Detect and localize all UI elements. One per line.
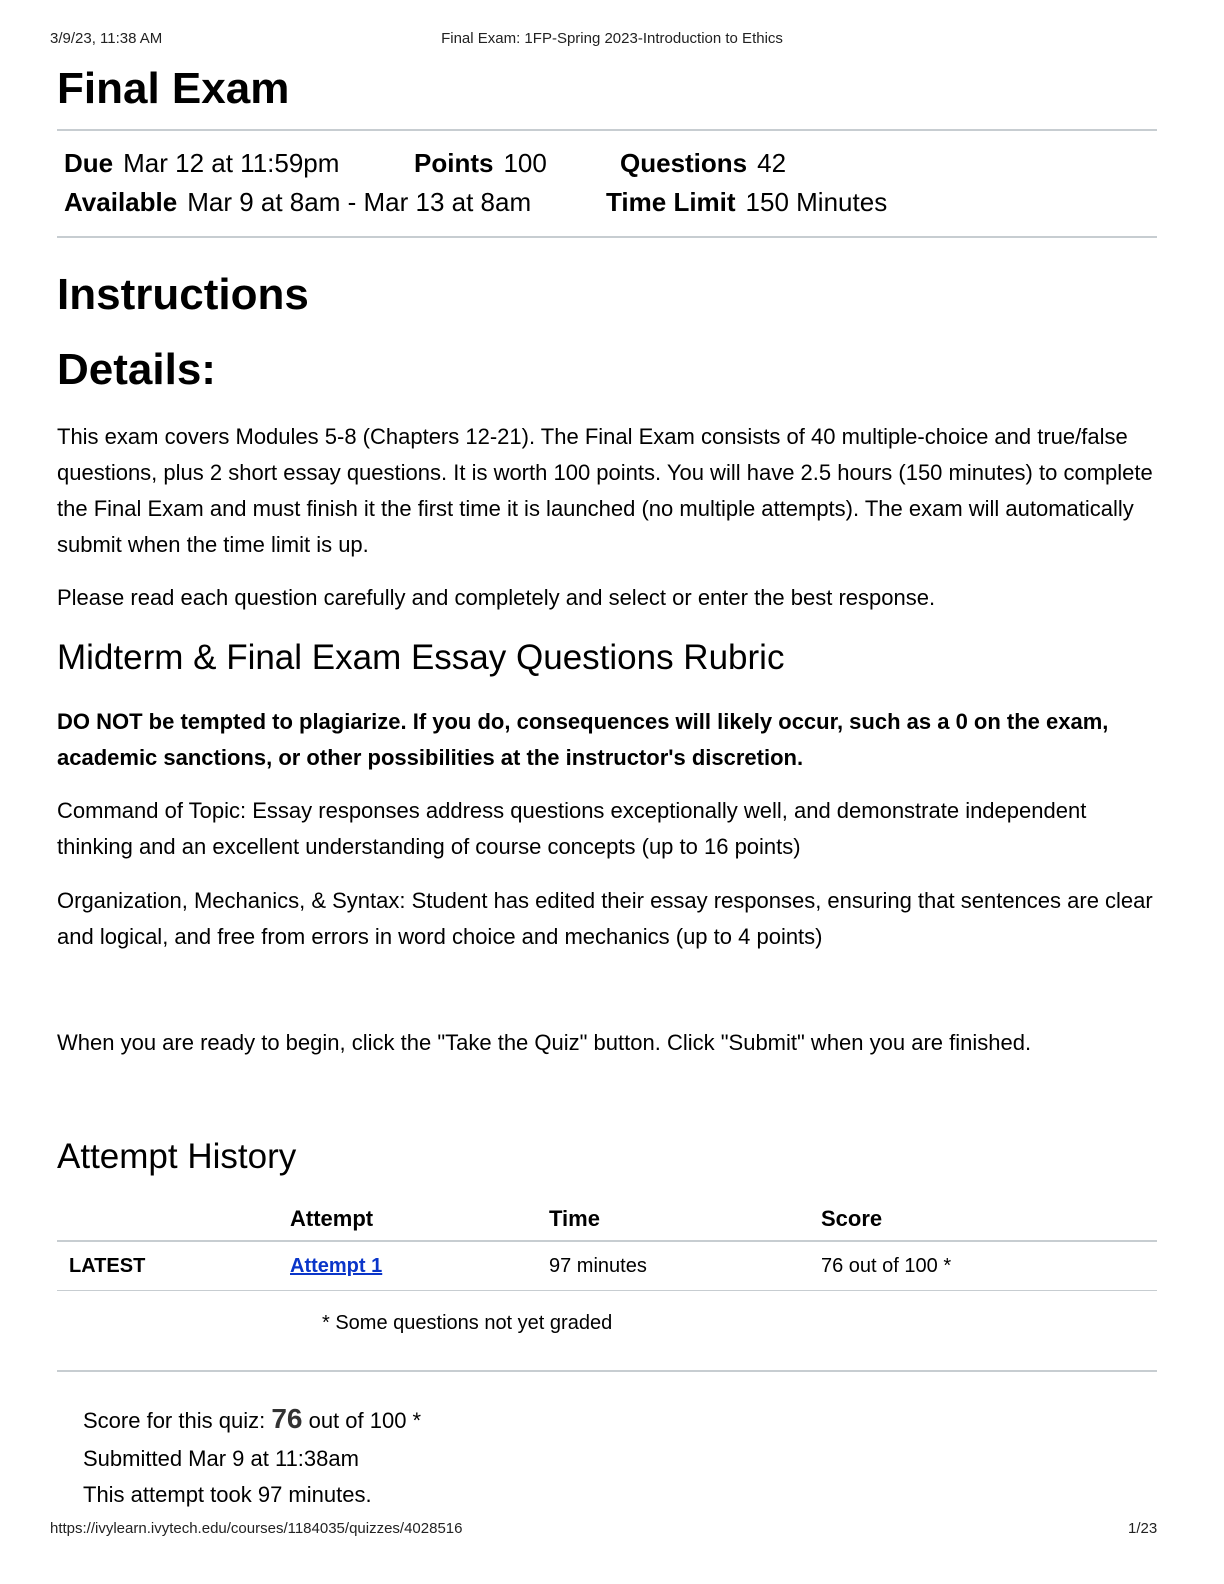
meta-points-value: 100 bbox=[503, 148, 547, 178]
divider-meta bbox=[57, 236, 1157, 238]
column-header-score: Score bbox=[821, 1206, 883, 1231]
attempt-score: 76 out of 100 * bbox=[821, 1255, 952, 1277]
column-header-attempt: Attempt bbox=[290, 1206, 374, 1231]
print-page-number: 1/23 bbox=[1128, 1520, 1158, 1537]
submitted-date: Submitted Mar 9 at 11:38am bbox=[83, 1446, 359, 1471]
rubric-heading: Midterm & Final Exam Essay Questions Rubric bbox=[57, 638, 785, 677]
meta-due bbox=[64, 148, 339, 179]
score-value: 76 bbox=[271, 1403, 303, 1434]
attempt-time: 97 minutes bbox=[549, 1255, 647, 1277]
score-prefix: Score for this quiz: bbox=[83, 1408, 272, 1433]
quiz-score-line bbox=[83, 1403, 421, 1435]
meta-time-limit-label: Time Limit bbox=[606, 187, 736, 217]
attempt-1-link[interactable]: Attempt 1 bbox=[290, 1255, 383, 1277]
meta-points-label: Points bbox=[414, 148, 494, 178]
print-footer-url: https://ivylearn.ivytech.edu/courses/1184035/quizzes/4028516 bbox=[50, 1520, 463, 1537]
ready-instructions: When you are ready to begin, click the "Take the Quiz" button. Click "Submit" when you are finished. bbox=[57, 1030, 1032, 1055]
meta-due-value: Mar 12 at 11:59pm bbox=[123, 148, 340, 178]
latest-label: LATEST bbox=[69, 1255, 146, 1277]
read-carefully-text: Please read each question carefully and completely and select or enter the best response. bbox=[57, 585, 936, 610]
rubric-command-of-topic: Command of Topic: Essay responses address questions exceptionally well, and demonstrate independent thinking and an excellent understanding of course concepts (up to 16 points) bbox=[57, 798, 1087, 859]
grading-note: * Some questions not yet graded bbox=[322, 1312, 613, 1334]
meta-available-label: Available bbox=[64, 187, 178, 217]
score-suffix: out of 100 * bbox=[302, 1408, 422, 1433]
meta-questions-label: Questions bbox=[620, 148, 748, 178]
print-title: Final Exam: 1FP-Spring 2023-Introduction to Ethics bbox=[441, 30, 783, 47]
table-header-divider bbox=[57, 1240, 1157, 1242]
page-title: Final Exam bbox=[57, 64, 290, 113]
meta-due-label: Due bbox=[64, 148, 114, 178]
meta-points bbox=[414, 148, 547, 179]
meta-available-value: Mar 9 at 8am - Mar 13 at 8am bbox=[187, 187, 532, 217]
exam-description: This exam covers Modules 5-8 (Chapters 12-21). The Final Exam consists of 40 multiple-choice and true/false questions, plus 2 short essay questions. It is worth 100 points. You will have 2.5 hours (150 minutes) to complete the Final Exam and must finish it the first time it is launched (no multiple attempts). The exam will automatically submit when the time limit is up. bbox=[57, 424, 1153, 557]
column-header-time: Time bbox=[549, 1206, 600, 1231]
meta-questions-value: 42 bbox=[757, 148, 787, 178]
meta-time-limit-value: 150 Minutes bbox=[745, 187, 888, 217]
meta-time-limit bbox=[606, 187, 887, 218]
table-row-divider bbox=[57, 1290, 1157, 1291]
attempt-history-heading: Attempt History bbox=[57, 1137, 297, 1176]
instructions-heading: Instructions bbox=[57, 270, 309, 319]
plagiarism-warning: DO NOT be tempted to plagiarize. If you do, consequences will likely occur, such as a 0 on the exam, academic sanctions, or other possibilities at the instructor's discretion. bbox=[57, 709, 1109, 770]
print-datetime: 3/9/23, 11:38 AM bbox=[50, 30, 163, 47]
meta-questions bbox=[620, 148, 786, 179]
attempt-duration: This attempt took 97 minutes. bbox=[83, 1482, 372, 1507]
meta-available bbox=[64, 187, 531, 218]
details-heading: Details: bbox=[57, 345, 216, 394]
rubric-organization: Organization, Mechanics, & Syntax: Student has edited their essay responses, ensuring that sentences are clear and logical, and free from errors in word choice and mechanics (up to 4 points) bbox=[57, 888, 1153, 949]
divider-summary bbox=[57, 1370, 1157, 1372]
divider-top bbox=[57, 129, 1157, 131]
